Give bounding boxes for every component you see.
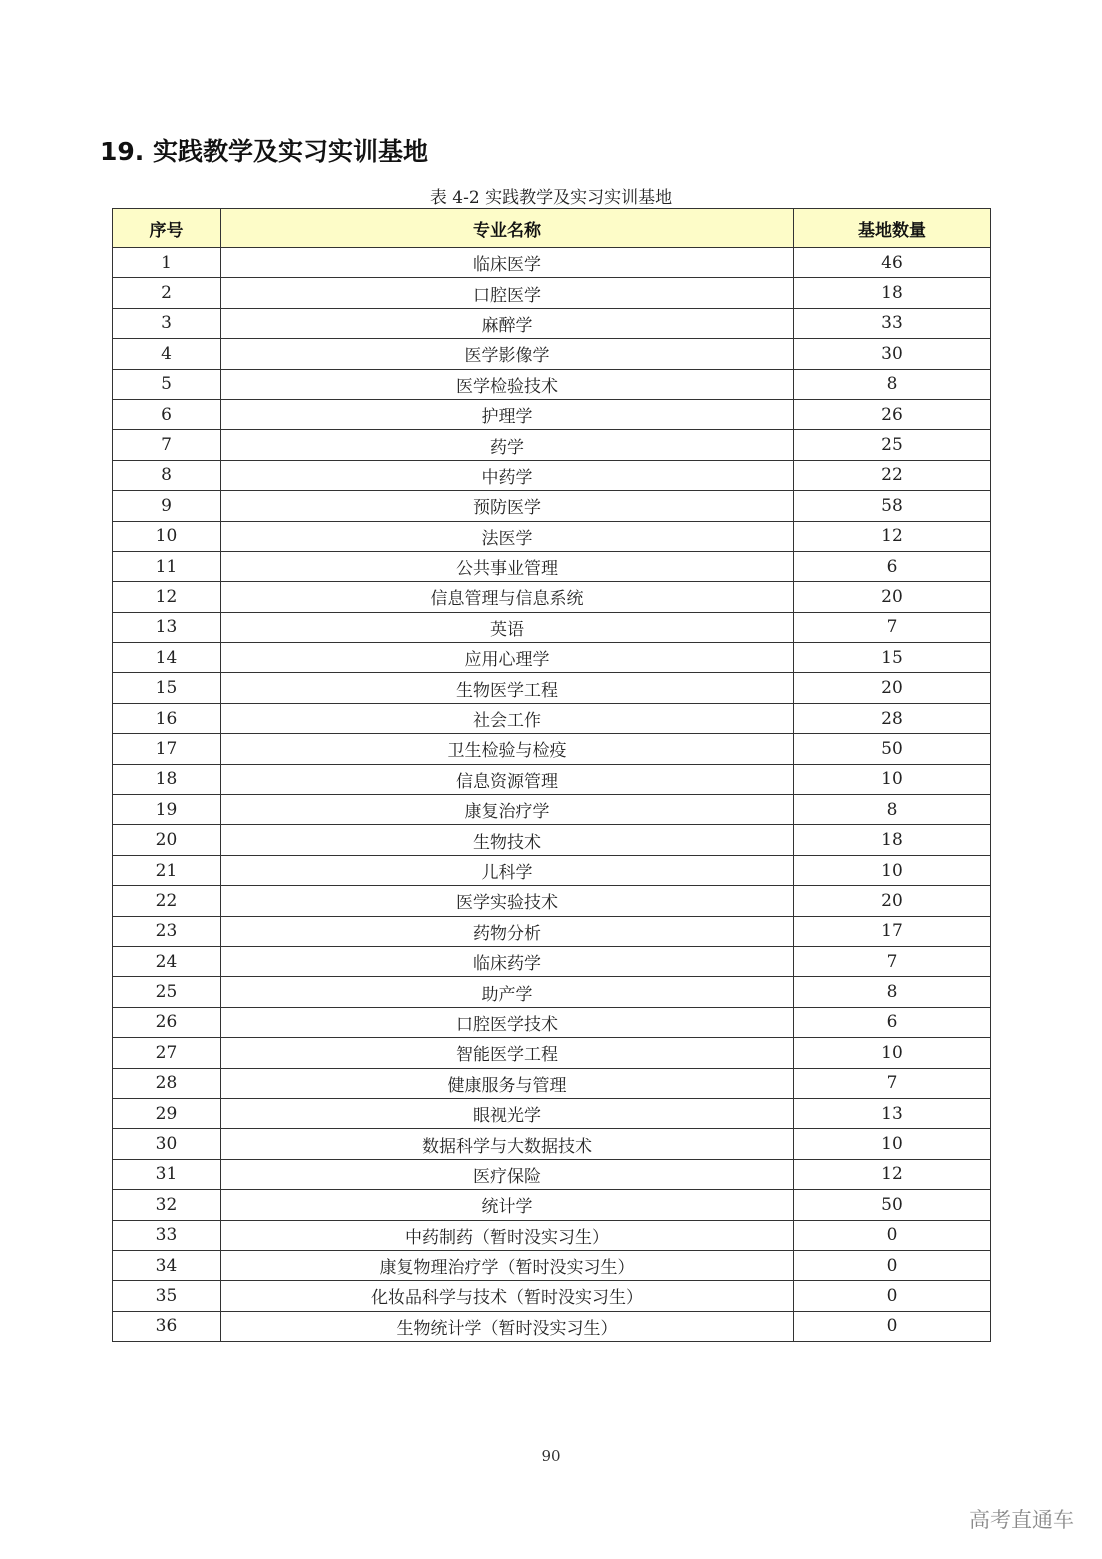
row-major-name-cell: 生物医学工程 [221,673,794,703]
row-major-name-cell: 麻醉学 [221,308,794,338]
row-major-name-cell: 生物技术 [221,825,794,855]
row-major-name-cell: 法医学 [221,521,794,551]
row-major-name-cell: 临床药学 [221,946,794,976]
row-base-count-cell: 12 [794,1159,991,1189]
row-index-cell: 28 [113,1068,221,1098]
row-base-count-cell: 10 [794,855,991,885]
row-index-cell: 35 [113,1281,221,1311]
table-row [113,612,991,642]
row-major-name-cell: 统计学 [221,1190,794,1220]
table-row [113,1250,991,1280]
row-base-count-cell: 0 [794,1220,991,1250]
table-row [113,1159,991,1189]
table-row [113,369,991,399]
table-row [113,1129,991,1159]
row-index-cell: 19 [113,795,221,825]
table-header-row [113,209,991,248]
table-row [113,1190,991,1220]
row-major-name-cell: 医学影像学 [221,339,794,369]
table-row [113,916,991,946]
row-base-count-cell: 15 [794,643,991,673]
row-base-count-cell: 33 [794,308,991,338]
table-row [113,399,991,429]
table-row [113,1038,991,1068]
row-index-cell: 34 [113,1250,221,1280]
row-base-count-cell: 46 [794,248,991,278]
table-row [113,886,991,916]
row-index-cell: 3 [113,308,221,338]
practice-base-table [112,208,991,1342]
row-base-count-cell: 17 [794,916,991,946]
row-major-name-cell: 助产学 [221,977,794,1007]
row-index-cell: 11 [113,551,221,581]
table-row [113,521,991,551]
table-row [113,339,991,369]
row-major-name-cell: 药物分析 [221,916,794,946]
row-base-count-cell: 0 [794,1250,991,1280]
row-major-name-cell: 健康服务与管理 [221,1068,794,1098]
row-major-name-cell: 卫生检验与检疫 [221,734,794,764]
row-base-count-cell: 13 [794,1098,991,1128]
row-major-name-cell: 化妆品科学与技术（暂时没实习生） [221,1281,794,1311]
table-row [113,551,991,581]
row-major-name-cell: 社会工作 [221,703,794,733]
row-major-name-cell: 医学实验技术 [221,886,794,916]
row-major-name-cell: 药学 [221,430,794,460]
row-base-count-cell: 7 [794,612,991,642]
table-row [113,703,991,733]
row-base-count-cell: 7 [794,1068,991,1098]
table-row [113,1068,991,1098]
row-index-cell: 22 [113,886,221,916]
row-index-cell: 20 [113,825,221,855]
table-row [113,278,991,308]
row-major-name-cell: 护理学 [221,399,794,429]
row-major-name-cell: 生物统计学（暂时没实习生） [221,1311,794,1341]
row-major-name-cell: 信息管理与信息系统 [221,582,794,612]
row-major-name-cell: 医学检验技术 [221,369,794,399]
row-major-name-cell: 口腔医学 [221,278,794,308]
row-index-cell: 9 [113,491,221,521]
row-major-name-cell: 应用心理学 [221,643,794,673]
row-index-cell: 25 [113,977,221,1007]
row-base-count-cell: 8 [794,977,991,1007]
row-major-name-cell: 口腔医学技术 [221,1007,794,1037]
row-index-cell: 4 [113,339,221,369]
row-base-count-cell: 0 [794,1281,991,1311]
row-index-cell: 31 [113,1159,221,1189]
row-major-name-cell: 英语 [221,612,794,642]
table-row [113,308,991,338]
row-major-name-cell: 儿科学 [221,855,794,885]
page-number: 90 [541,1447,561,1465]
table-row [113,1220,991,1250]
row-base-count-cell: 20 [794,673,991,703]
column-header-major-name: 专业名称 [221,209,794,248]
row-base-count-cell: 26 [794,399,991,429]
table-row [113,977,991,1007]
table-row [113,1281,991,1311]
row-base-count-cell: 25 [794,430,991,460]
table-row [113,248,991,278]
row-index-cell: 21 [113,855,221,885]
table-row [113,764,991,794]
watermark-text: 高考直通车 [969,1508,1074,1532]
row-base-count-cell: 20 [794,582,991,612]
row-major-name-cell: 预防医学 [221,491,794,521]
row-index-cell: 18 [113,764,221,794]
section-heading: 19. 实践教学及实习实训基地 [100,137,428,166]
row-major-name-cell: 公共事业管理 [221,551,794,581]
table-row [113,795,991,825]
row-index-cell: 36 [113,1311,221,1341]
row-index-cell: 23 [113,916,221,946]
row-base-count-cell: 50 [794,1190,991,1220]
row-major-name-cell: 康复治疗学 [221,795,794,825]
table-row [113,460,991,490]
row-index-cell: 33 [113,1220,221,1250]
row-index-cell: 26 [113,1007,221,1037]
table-row [113,673,991,703]
row-index-cell: 17 [113,734,221,764]
row-major-name-cell: 智能医学工程 [221,1038,794,1068]
row-index-cell: 12 [113,582,221,612]
row-base-count-cell: 10 [794,1129,991,1159]
row-index-cell: 2 [113,278,221,308]
row-index-cell: 32 [113,1190,221,1220]
row-base-count-cell: 6 [794,551,991,581]
table-row [113,582,991,612]
row-index-cell: 6 [113,399,221,429]
table-row [113,1007,991,1037]
row-base-count-cell: 18 [794,278,991,308]
table-header [113,209,991,248]
row-index-cell: 1 [113,248,221,278]
row-major-name-cell: 医疗保险 [221,1159,794,1189]
row-base-count-cell: 30 [794,339,991,369]
row-index-cell: 24 [113,946,221,976]
row-index-cell: 10 [113,521,221,551]
table-body [113,248,991,1342]
table-caption: 表 4-2 实践教学及实习实训基地 [429,188,673,208]
row-index-cell: 30 [113,1129,221,1159]
table-row [113,1098,991,1128]
row-major-name-cell: 中药学 [221,460,794,490]
row-major-name-cell: 康复物理治疗学（暂时没实习生） [221,1250,794,1280]
row-index-cell: 5 [113,369,221,399]
row-index-cell: 14 [113,643,221,673]
row-base-count-cell: 6 [794,1007,991,1037]
row-index-cell: 27 [113,1038,221,1068]
column-header-index: 序号 [113,209,221,248]
table-row [113,491,991,521]
row-base-count-cell: 8 [794,795,991,825]
row-index-cell: 8 [113,460,221,490]
table-row [113,825,991,855]
row-base-count-cell: 0 [794,1311,991,1341]
row-base-count-cell: 22 [794,460,991,490]
row-major-name-cell: 眼视光学 [221,1098,794,1128]
row-index-cell: 7 [113,430,221,460]
row-base-count-cell: 10 [794,1038,991,1068]
row-index-cell: 15 [113,673,221,703]
row-major-name-cell: 临床医学 [221,248,794,278]
column-header-base-count: 基地数量 [794,209,991,248]
row-base-count-cell: 7 [794,946,991,976]
table-row [113,1311,991,1341]
table-row [113,734,991,764]
row-major-name-cell: 数据科学与大数据技术 [221,1129,794,1159]
row-base-count-cell: 8 [794,369,991,399]
row-major-name-cell: 中药制药（暂时没实习生） [221,1220,794,1250]
row-base-count-cell: 10 [794,764,991,794]
row-base-count-cell: 58 [794,491,991,521]
row-index-cell: 16 [113,703,221,733]
table-row [113,430,991,460]
row-major-name-cell: 信息资源管理 [221,764,794,794]
row-base-count-cell: 18 [794,825,991,855]
row-base-count-cell: 28 [794,703,991,733]
row-base-count-cell: 50 [794,734,991,764]
row-index-cell: 29 [113,1098,221,1128]
table-row [113,946,991,976]
row-index-cell: 13 [113,612,221,642]
table-row [113,855,991,885]
row-base-count-cell: 20 [794,886,991,916]
row-base-count-cell: 12 [794,521,991,551]
table-row [113,643,991,673]
